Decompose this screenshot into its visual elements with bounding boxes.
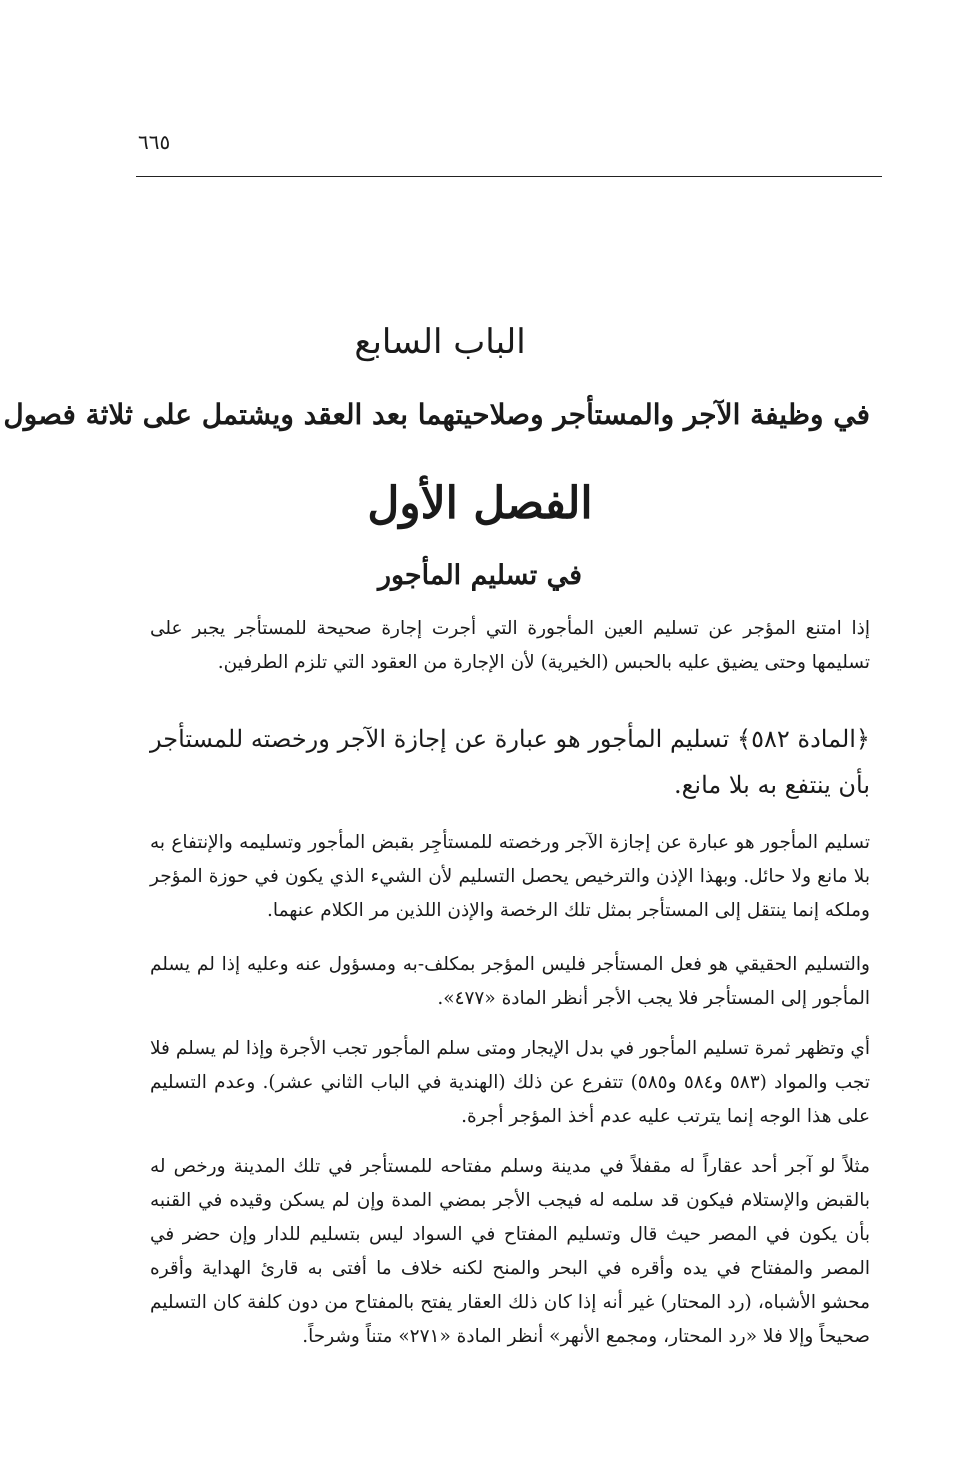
header-rule	[136, 176, 882, 177]
article-582: ﴿المادة ٥٨٢﴾ تسليم المأجور هو عبارة عن إجازة الآجر ورخصته للمستأجر بأن ينتفع به بلا مانع.	[150, 725, 870, 799]
part-subtitle: في وظيفة الآجر والمستأجر وصلاحيتهما بعد العقد ويشتمل على ثلاثة فصول	[3, 398, 870, 431]
commentary-paragraph: مثلاً لو آجر أحد عقاراً له مقفلاً في مدينة وسلم مفتاحه للمستأجر في تلك المدينة ورخص له بالقبض والإستلام فيكون قد سلمه له فيجب الأجر بمضي المدة وإن لم يسكن وقيده في القنبه بأن يكون في المصر حيث قال وتسليم المفتاح في السواد ليس بتسليم للدار وإن حضر في المصر والمفتاح في يده وأقره في البحر والمنح لكنه خلاف ما أفتى به قارئ الهداية وأقره محشو الأشباه، (رد المحتار) غير أنه إذا كان ذلك العقار يفتح بالمفتاح من دون كلفة كان التسليم صحيحاً وإلا فلا «رد المحتار، ومجمع الأنهر» أنظر المادة «٢٧١» متناً وشرحاً.	[150, 1156, 870, 1347]
commentary-paragraph: والتسليم الحقيقي هو فعل المستأجر فليس المؤجر بمكلف-به ومسؤول عنه وعليه إذا لم يسلم المأجور إلى المستأجر فلا يجب الأجر أنظر المادة «٤٧٧».	[150, 954, 870, 1009]
section-title: في تسليم المأجور	[377, 560, 583, 591]
page-number: ٦٦٥	[138, 130, 171, 154]
commentary-paragraph: تسليم المأجور هو عبارة عن إجازة الآجر ورخصته للمستأجِر بقبض المأجور وتسليمه والإنتفاع به بلا مانع ولا حائل. وبهذا الإذن والترخيص يحصل التسليم لأن الشيء الذي يكون في حوزة المؤجر وملكه إنما ينتقل إلى المستأجر بمثل تلك الرخصة والإذن اللذين مر الكلام عنهما.	[150, 832, 870, 921]
part-title: الباب السابع	[354, 322, 526, 362]
intro-paragraph: إذا امتنع المؤجر عن تسليم العين المأجورة التي أجرت إجارة صحيحة للمستأجر يجبر على تسليمها وحتى يضيق عليه بالحبس (الخيرية) لأن الإجارة من العقود التي تلزم الطرفين.	[150, 618, 870, 673]
chapter-title: الفصل الأول	[367, 478, 593, 529]
commentary-paragraph: أي وتظهر ثمرة تسليم المأجور في بدل الإيجار ومتى سلم المأجور تجب الأجرة وإذا لم يسلم فلا تجب والمواد (٥٨٣ و٥٨٤ و٥٨٥) تتفرع عن ذلك (الهندية في الباب الثاني عشر). وعدم التسليم على هذا الوجه إنما يترتب عليه عدم أخذ المؤجر أجرة.	[150, 1038, 870, 1127]
